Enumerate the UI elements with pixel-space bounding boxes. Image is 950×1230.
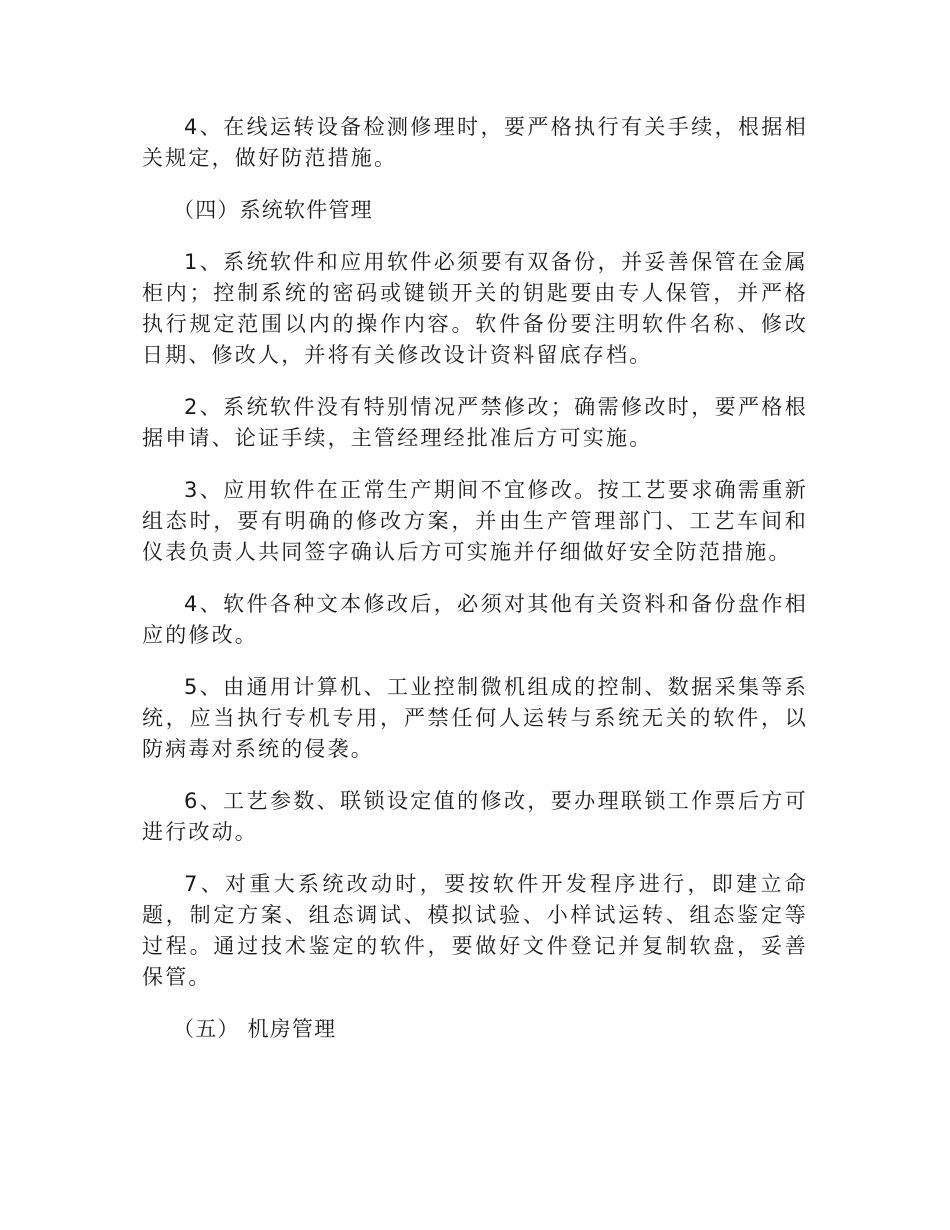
paragraph-equipment-maintenance: 4、在线运转设备检测修理时，要严格执行有关手续，根据相关规定，做好防范措施。 xyxy=(142,115,808,170)
section-heading-software-management: （四）系统软件管理 xyxy=(173,198,373,222)
paragraph-dedicated-machine: 5、由通用计算机、工业控制微机组成的控制、数据采集等系统，应当执行专机专用，严禁任何人运转与系统无关的软件，以防病毒对系统的侵袭。 xyxy=(142,675,808,761)
paragraph-parameter-change: 6、工艺参数、联锁设定值的修改，要办理联锁工作票后方可进行改动。 xyxy=(142,789,808,844)
paragraph-application-software-modification: 3、应用软件在正常生产期间不宜修改。按工艺要求确需重新组态时，要有明确的修改方案，并由生产管理部门、工艺车间和仪表负责人共同签字确认后方可实施并仔细做好安全防范措施。 xyxy=(142,478,808,564)
paragraph-system-software-modification: 2、系统软件没有特别情况严禁修改；确需修改时，要严格根据申请、论证手续，主管经理经批准后方可实施。 xyxy=(142,395,808,450)
paragraph-software-backup: 1、系统软件和应用软件必须要有双备份，并妥善保管在金属柜内；控制系统的密码或键锁开关的钥匙要由专人保管，并严格执行规定范围以内的操作内容。软件备份要注明软件名称、修改日期、修改人，并将有关修改设计资料留底存档。 xyxy=(142,250,808,367)
paragraph-major-system-change: 7、对重大系统改动时，要按软件开发程序进行，即建立命题，制定方案、组态调试、模拟试验、小样试运转、组态鉴定等过程。通过技术鉴定的软件，要做好文件登记并复制软盘，妥善保管。 xyxy=(142,872,808,989)
paragraph-document-revision: 4、软件各种文本修改后，必须对其他有关资料和备份盘作相应的修改。 xyxy=(142,592,808,647)
section-heading-machine-room-management: （五） 机房管理 xyxy=(173,1017,337,1041)
